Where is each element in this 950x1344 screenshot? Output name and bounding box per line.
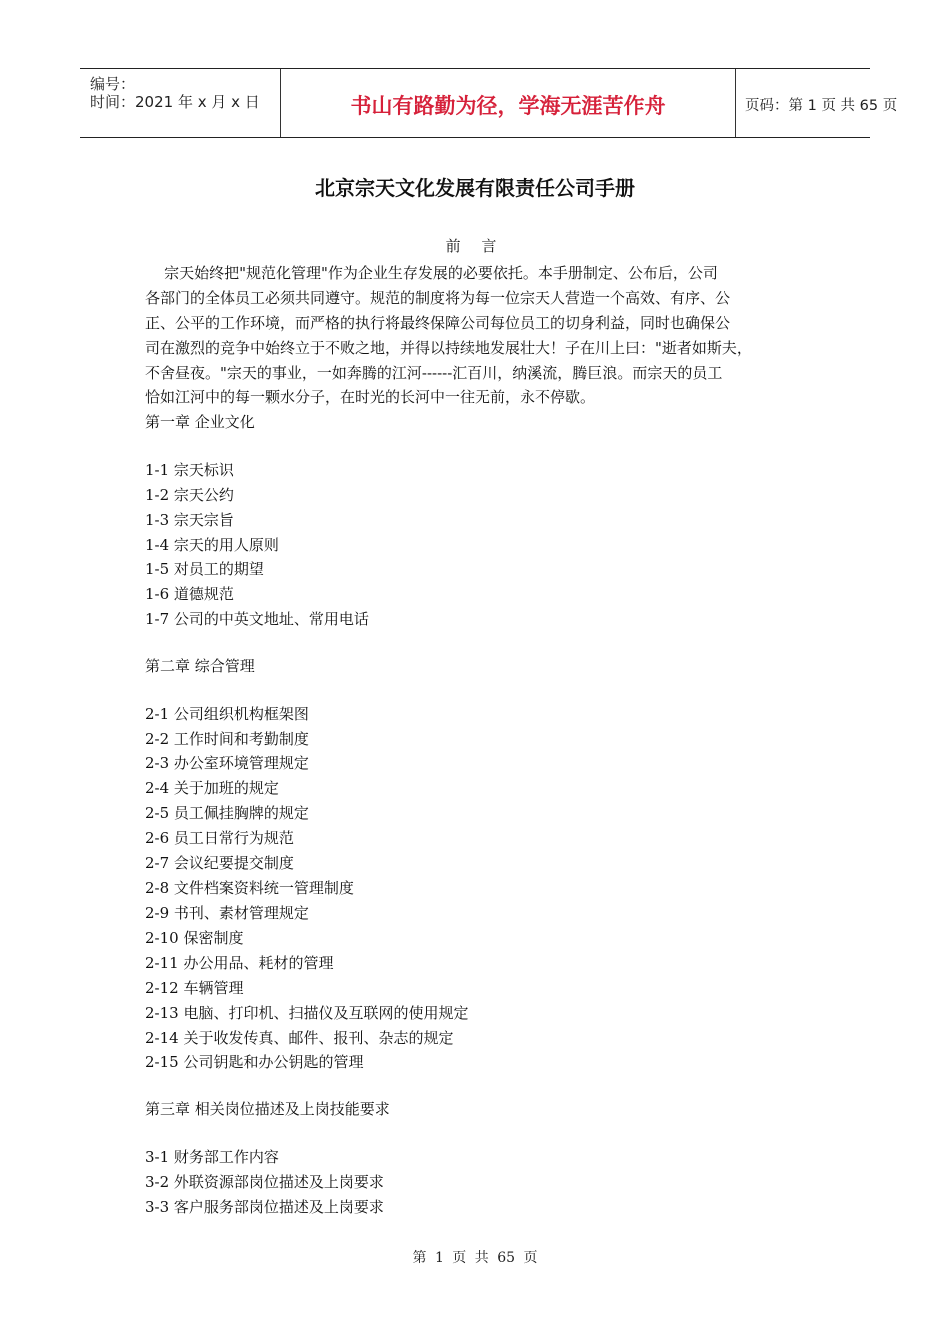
toc-item: 2-12 车辆管理 <box>145 979 244 997</box>
toc-item: 2-13 电脑、打印机、扫描仪及互联网的使用规定 <box>145 1004 469 1022</box>
toc-item: 1-4 宗天的用人原则 <box>145 536 279 554</box>
toc-item: 2-15 公司钥匙和办公钥匙的管理 <box>145 1053 364 1071</box>
toc-item: 1-5 对员工的期望 <box>145 560 264 578</box>
preface-line: 不舍昼夜。"宗天的事业，一如奔腾的江河------汇百川，纳溪流，腾巨浪。而宗天的员工 <box>145 364 723 382</box>
header-motto-cell <box>280 69 736 137</box>
preface-line: 司在激烈的竞争中始终立于不败之地，并得以持续地发展壮大！子在川上曰："逝者如斯夫， <box>145 339 752 357</box>
preface-line: 恰如江河中的每一颗水分子，在时光的长河中一往无前，永不停歇。 <box>145 388 596 406</box>
preface-line: 各部门的全体员工必须共同遵守。规范的制度将为每一位宗天人营造一个高效、有序、公 <box>145 289 731 307</box>
toc-item: 1-2 宗天公约 <box>145 486 234 504</box>
page-header <box>80 68 898 138</box>
document-time-label: 时间：2021 年 x 月 x 日 <box>90 93 260 111</box>
preface-line: 正、公平的工作环境，而严格的执行将最终保障公司每位员工的切身利益，同时也确保公 <box>145 314 731 332</box>
document-number-label: 编号： <box>90 75 136 93</box>
chapter-2-heading: 第二章 综合管理 <box>145 657 255 675</box>
chapter-3-heading: 第三章 相关岗位描述及上岗技能要求 <box>145 1100 390 1118</box>
toc-item: 2-3 办公室环境管理规定 <box>145 754 309 772</box>
document-title: 北京宗天文化发展有限责任公司手册 <box>315 176 635 200</box>
toc-item: 2-9 书刊、素材管理规定 <box>145 904 309 922</box>
toc-item: 2-8 文件档案资料统一管理制度 <box>145 879 354 897</box>
toc-item: 2-2 工作时间和考勤制度 <box>145 730 309 748</box>
toc-item: 2-5 员工佩挂胸牌的规定 <box>145 804 309 822</box>
toc-item: 2-6 员工日常行为规范 <box>145 829 294 847</box>
toc-item: 3-3 客户服务部岗位描述及上岗要求 <box>145 1198 384 1216</box>
header-page-info: 页码：第 1 页 共 65 页 <box>745 98 898 114</box>
toc-item: 3-2 外联资源部岗位描述及上岗要求 <box>145 1173 384 1191</box>
toc-item: 2-14 关于收发传真、邮件、报刊、杂志的规定 <box>145 1029 454 1047</box>
toc-item: 2-4 关于加班的规定 <box>145 779 279 797</box>
toc-item: 2-10 保密制度 <box>145 929 244 947</box>
toc-item: 1-3 宗天宗旨 <box>145 511 234 529</box>
toc-item: 1-7 公司的中英文地址、常用电话 <box>145 610 369 628</box>
toc-item: 2-7 会议纪要提交制度 <box>145 854 294 872</box>
header-meta-cell <box>80 69 280 137</box>
page-footer: 第 1 页 共 65 页 <box>412 1250 538 1266</box>
chapter-1-heading: 第一章 企业文化 <box>145 413 255 431</box>
toc-item: 3-1 财务部工作内容 <box>145 1148 279 1166</box>
preface-heading: 前 言 <box>445 237 505 255</box>
toc-item: 2-1 公司组织机构框架图 <box>145 705 309 723</box>
preface-line: 宗天始终把"规范化管理"作为企业生存发展的必要依托。本手册制定、公布后，公司 <box>145 264 718 282</box>
header-page-cell <box>735 69 898 137</box>
header-motto: 书山有路勤为径，学海无涯苦作舟 <box>350 94 666 118</box>
toc-item: 1-6 道德规范 <box>145 585 234 603</box>
toc-item: 1-1 宗天标识 <box>145 461 234 479</box>
toc-item: 2-11 办公用品、耗材的管理 <box>145 954 334 972</box>
